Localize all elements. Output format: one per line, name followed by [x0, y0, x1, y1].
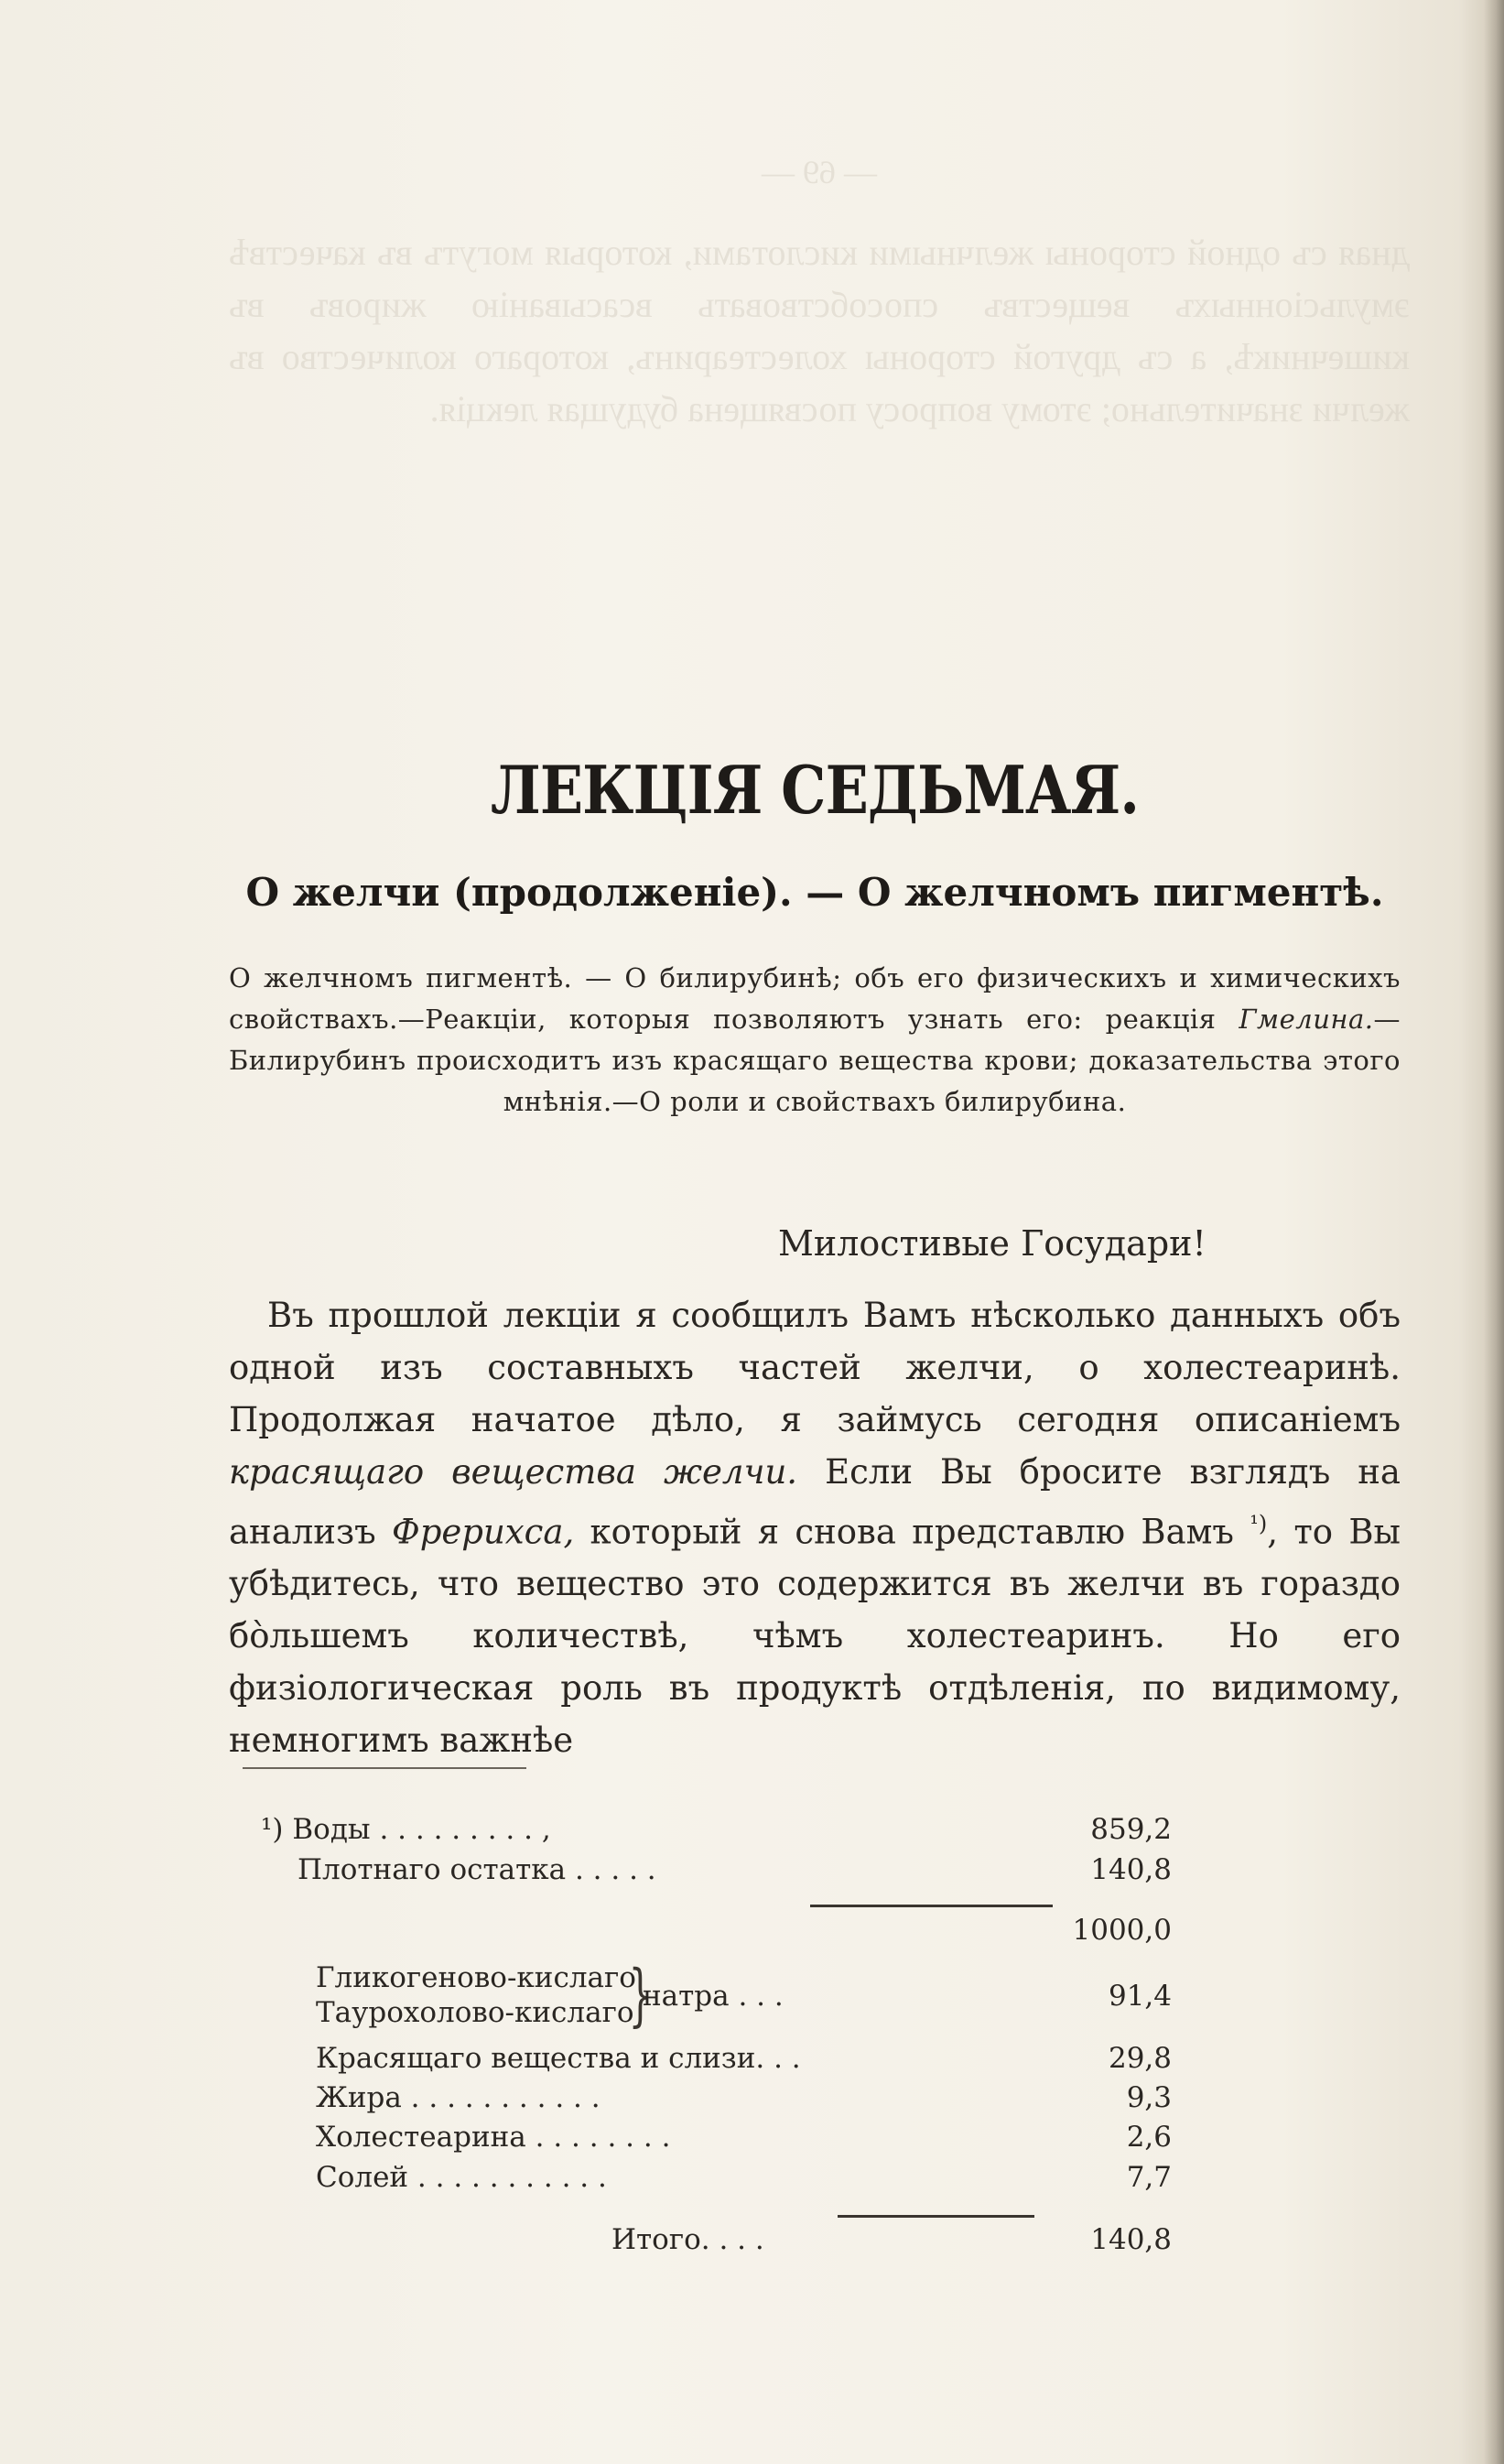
summary-part-2: —Билирубинъ происходитъ изъ красящаго вещества крови; доказательства этого мнѣнія.—О роли и свойствахъ билирубина. [229, 1004, 1401, 1117]
summary-part-1: О желчномъ пигментѣ. — О билирубинѣ; объ его физическихъ и химическихъ свойствахъ.—Реакціи, которыя позволяютъ узнать его: реакція [229, 962, 1401, 1035]
footnote-row [261, 1813, 1172, 1846]
sum-rule [810, 1905, 1053, 1907]
page-edge-shadow [1484, 0, 1504, 2464]
body-paragraph [229, 1289, 1401, 1766]
body-part-3: который я снова представлю Вамъ [574, 1512, 1250, 1552]
lecture-subtitle: О желчи (продолженіе). — О желчномъ пигментѣ. [245, 870, 1384, 915]
footnote-value: 91,4 [1108, 1980, 1172, 2013]
footnote-row [298, 1853, 1172, 1886]
footnote-row [316, 1996, 633, 2029]
footnote-label: Гликогеново-кислаго [316, 1961, 636, 1994]
body-italic-pigment: красящаго вещества желчи. [229, 1452, 798, 1492]
footnote-row [643, 1980, 1172, 2013]
total-rule [838, 2215, 1034, 2218]
brace-symbol: } [628, 1956, 653, 2035]
footnote-label: Жира . . . . . . . . . . . [316, 2081, 601, 2114]
bleed-page-number: — 69 — [762, 154, 877, 190]
footnote-label: Плотнаго остатка . . . . . [298, 1853, 656, 1886]
footnote-label: Солей . . . . . . . . . . . [316, 2161, 607, 2194]
footnote-marker: ¹) [261, 1813, 284, 1846]
footnote-row [316, 2121, 1172, 2154]
footnote-row [316, 1961, 636, 1994]
footnote-value: 1000,0 [1072, 1914, 1172, 1947]
bleed-through-text [229, 147, 1410, 435]
footnote-label: Холестеарина . . . . . . . . [316, 2121, 671, 2154]
footnote-label: Таурохолово-кислаго [316, 1996, 634, 2029]
body-part-4: , то Вы убѣдитесь, что вещество это содержится въ желчи въ гораздо бо̀льшемъ количествѣ, чѣмъ холестеаринъ. Но его физіологическая роль въ продуктѣ отдѣленія, по видимому, немногимъ важнѣе [229, 1512, 1401, 1761]
bleed-paragraph: дная съ одной стороны желчными кислотами, которыя могутъ въ качествѣ эмульсіонныхъ веществъ способствовать всасыванію жировъ въ кишечникѣ, а съ другой стороны холестеаринъ, котораго количество въ желчи значительно; этому вопросу посвящена будущая лекція. [229, 232, 1410, 429]
summary-italic-gmelin: Гмелина. [1239, 1004, 1374, 1035]
footnote-label: Красящаго вещества и слизи. . . [316, 2042, 801, 2075]
footnote-separator [243, 1767, 526, 1769]
footnote-value: 140,8 [1090, 2223, 1172, 2256]
lecture-summary [229, 958, 1401, 1123]
salutation: Милостивые Государи! [778, 1223, 1206, 1264]
footnote-row [316, 2081, 1172, 2114]
body-part-1: Въ прошлой лекціи я сообщилъ Вамъ нѣсколько данныхъ объ одной изъ составныхъ частей желчи, о холестеаринѣ. Продолжая начатое дѣло, я займусь сегодня описаніемъ [229, 1296, 1401, 1439]
footnote-value: 140,8 [1090, 1853, 1172, 1886]
footnote-value: 9,3 [1126, 2081, 1172, 2114]
footnote-value: 7,7 [1126, 2161, 1172, 2194]
footnote-row [316, 2161, 1172, 2194]
footnote-total-row [611, 2223, 1172, 2256]
footnote-value: 859,2 [1090, 1813, 1172, 1846]
footnote-label: Итого. . . . [611, 2223, 764, 2256]
footnote-label: Воды . . . . . . . . . , [292, 1813, 551, 1846]
footnote-value: 29,8 [1108, 2042, 1172, 2075]
lecture-title: ЛЕКЦІЯ СЕДЬМАЯ. [490, 751, 1140, 829]
footnote-label: натра . . . [643, 1980, 784, 2013]
footnote-reference: ¹) [1250, 1511, 1268, 1536]
body-part-2: Если Вы бросите взглядъ на анализъ [229, 1452, 1401, 1552]
footnote-row [316, 2042, 1172, 2075]
footnote-value: 2,6 [1126, 2121, 1172, 2154]
body-italic-frerichs: Фрерихса, [391, 1512, 575, 1552]
